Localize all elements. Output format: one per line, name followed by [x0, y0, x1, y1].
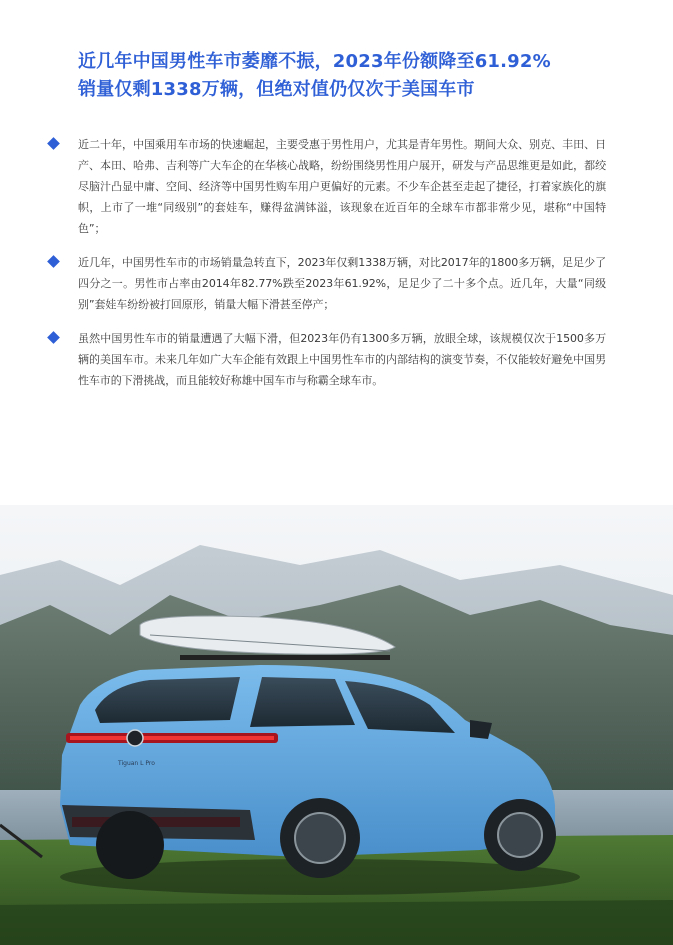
bullet-text: 虽然中国男性车市的销量遭遇了大幅下滑，但2023年仍有1300多万辆，放眼全球，该规模仅次于1500多万辆的美国车市。未来几年如广大车企能有效跟上中国男性车市的内部结构的演变节奏，不仅能较好避免中国男性车市的下滑挑战，而且能较好称雄中国车市与称霸全球车市。	[78, 332, 606, 387]
bullet-item	[46, 134, 606, 239]
bullet-item	[46, 328, 606, 391]
model-badge: Tiguan L Pro	[118, 760, 155, 767]
headline-line-1: 近几年中国男性车市萎靡不振，2023年份额降至61.92%	[78, 51, 551, 72]
bullet-item	[46, 252, 606, 315]
headline-line-2: 销量仅剩1338万辆，但绝对值仍仅次于美国车市	[78, 79, 475, 100]
diamond-bullet-icon	[47, 331, 60, 344]
bullet-text: 近几年，中国男性车市的市场销量急转直下，2023年仅剩1338万辆，对比2017年的1800多万辆，足足少了四分之一。男性市占率由2014年82.77%跌至2023年61.92%，足足少了二十多个点。近几年，大量“同级别”套娃车纷纷被打回原形，销量大幅下滑甚至停产；	[78, 256, 606, 311]
diamond-bullet-icon	[47, 137, 60, 150]
car-photo	[0, 505, 673, 945]
car-scene-image	[0, 505, 673, 945]
diamond-bullet-icon	[47, 255, 60, 268]
bullet-text: 近二十年，中国乘用车市场的快速崛起，主要受惠于男性用户，尤其是青年男性。期间大众、别克、丰田、日产、本田、哈弗、吉利等广大车企的在华核心战略，纷纷围绕男性用户展开，研发与产品思维更是如此，都绞尽脑汁凸显中庸、空间、经济等中国男性购车用户更偏好的元素。不少车企甚至走起了捷径，打着家族化的旗帜，上市了一堆“同级别”的套娃车，赚得盆满钵溢，该现象在近百年的全球车市都非常少见，堪称“中国特色”；	[78, 138, 606, 235]
headline	[78, 48, 638, 104]
bullet-list	[46, 134, 606, 404]
